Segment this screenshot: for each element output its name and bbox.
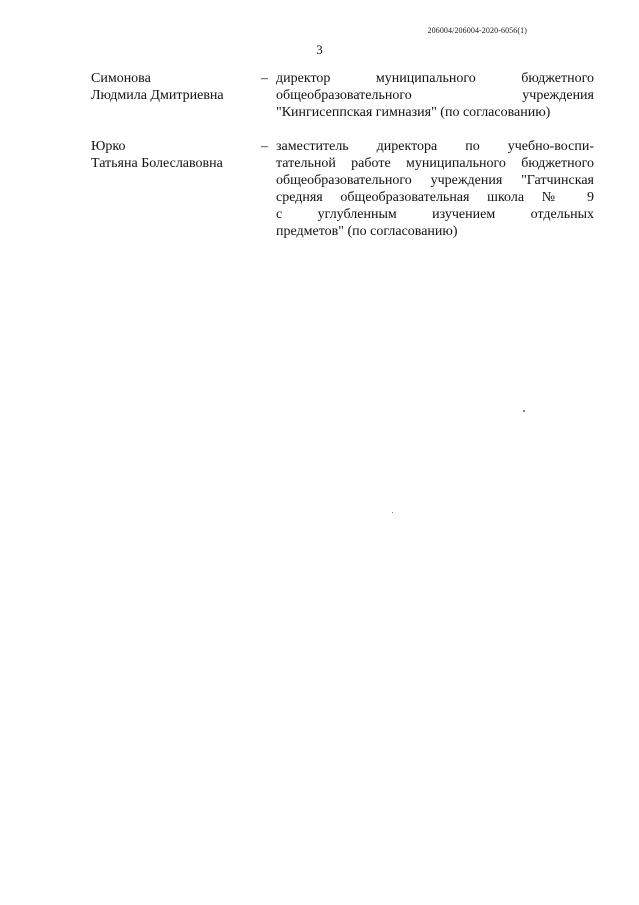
position-line: тательной работе муниципального бюджетного — [276, 156, 594, 171]
person-position — [276, 138, 594, 240]
person-position — [276, 70, 594, 121]
person-name — [91, 70, 256, 104]
position-line: общеобразовательного учреждения — [276, 88, 594, 103]
person-surname: Юрко — [91, 139, 126, 154]
position-line: общеобразовательного учреждения "Гатчинская — [276, 173, 594, 188]
document-code: 206004/206004-2020-6056(1) — [427, 26, 527, 35]
entry-dash: – — [261, 139, 268, 154]
page-number: 3 — [316, 42, 323, 57]
position-line: предметов" (по согласованию) — [276, 224, 458, 239]
scan-speck — [392, 512, 393, 513]
position-line: заместитель директора по учебно-воспи- — [276, 139, 594, 154]
position-line: "Кингисеппская гимназия" (по согласованию) — [276, 105, 551, 120]
position-line: средняя общеобразовательная школа № 9 — [276, 190, 594, 205]
person-given-names: Татьяна Болеславовна — [91, 156, 223, 171]
person-given-names: Людмила Дмитриевна — [91, 88, 224, 103]
person-surname: Симонова — [91, 71, 151, 86]
entry-dash: – — [261, 71, 268, 86]
position-line: директор муниципального бюджетного — [276, 71, 594, 86]
scan-speck — [523, 410, 525, 412]
position-line: с углубленным изучением отдельных — [276, 207, 594, 222]
person-name — [91, 138, 256, 172]
